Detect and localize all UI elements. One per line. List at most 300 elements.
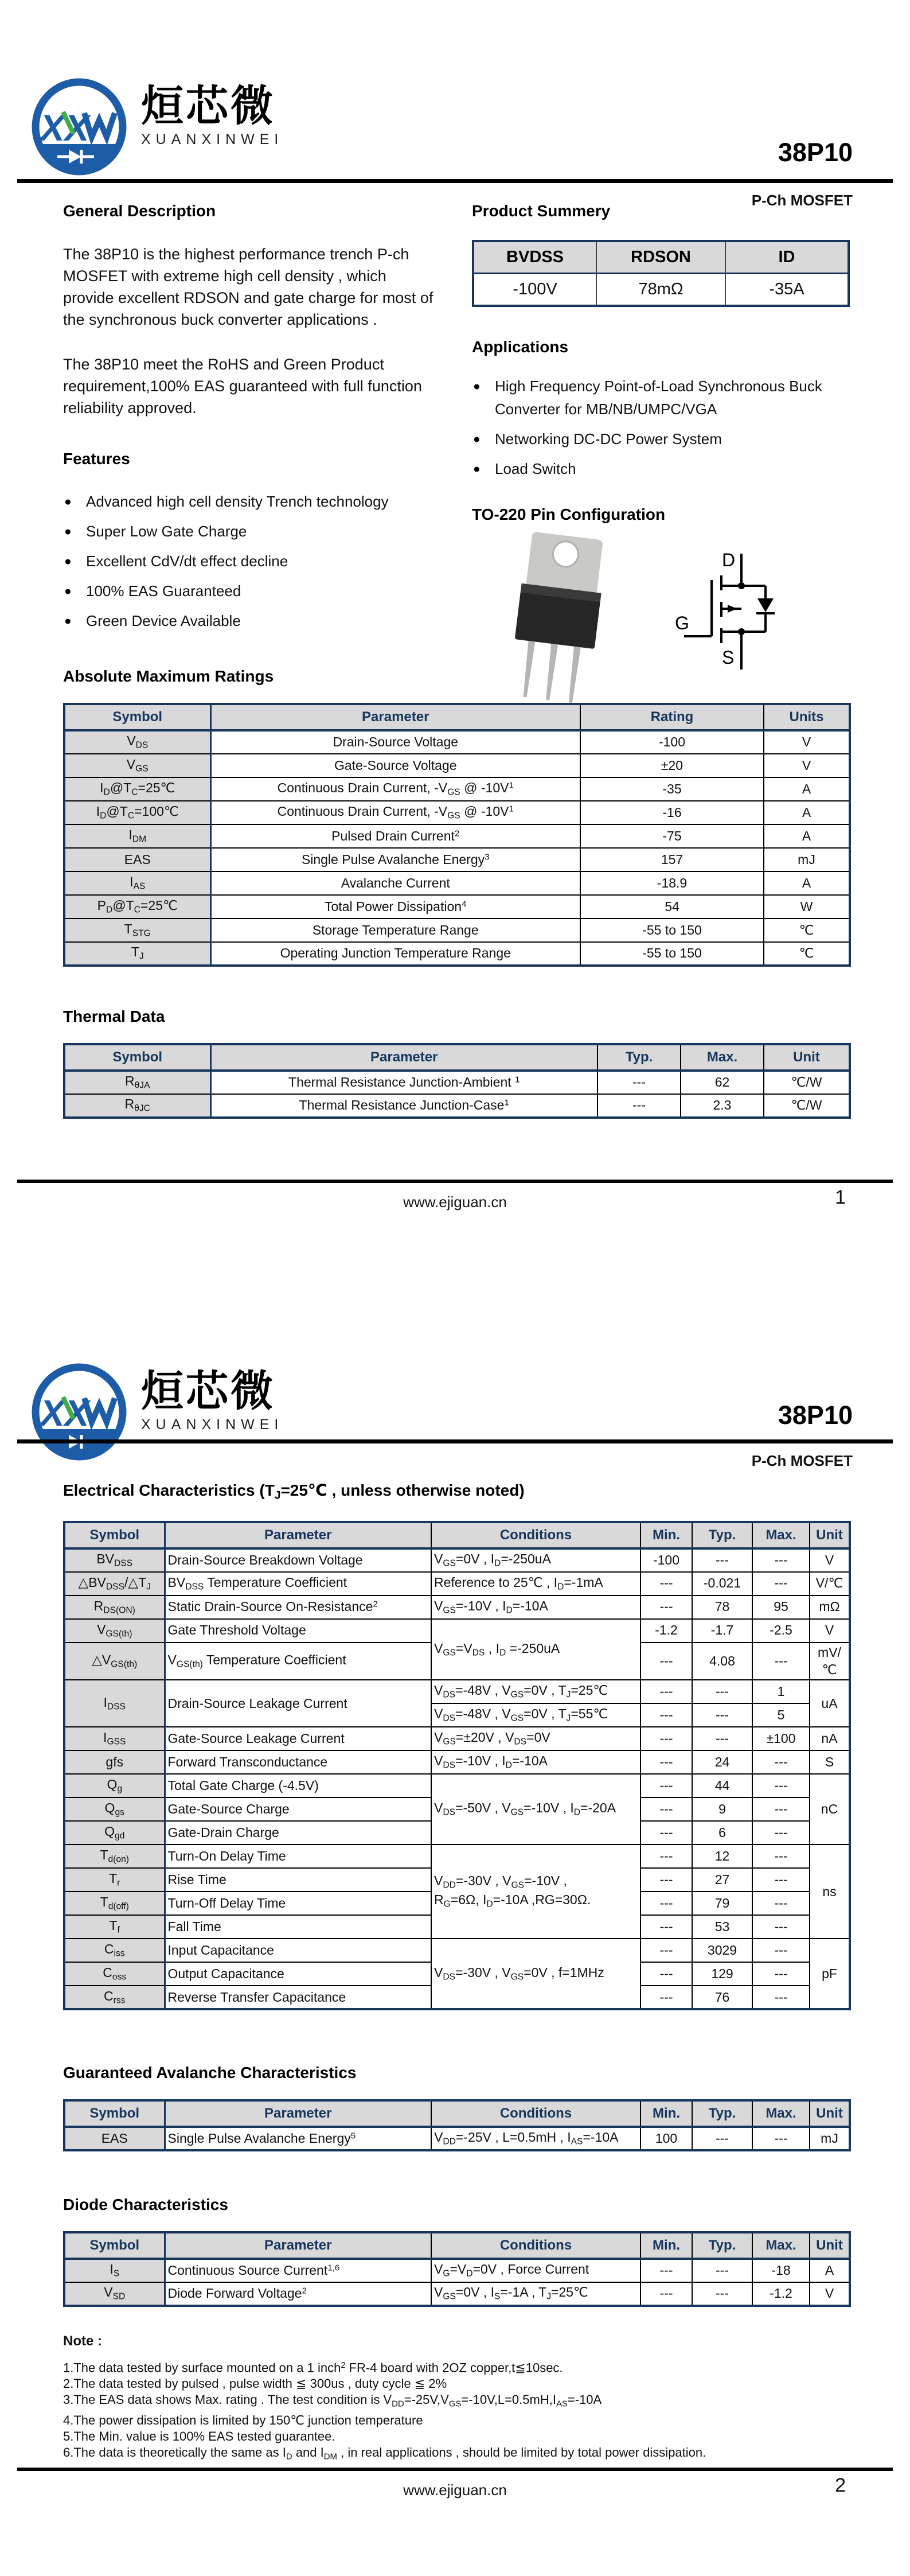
column-header: Conditions <box>431 1522 640 1548</box>
table-row <box>64 1596 850 1619</box>
table-cell: ±20 <box>580 754 764 777</box>
table-cell: A <box>764 871 850 895</box>
general-description-p2: The 38P10 meet the RoHS and Green Product requirement,100% EAS guaranteed with full function reliability approved. <box>63 356 422 417</box>
thermal-data-section <box>63 1007 851 1119</box>
table-cell: --- <box>752 1915 810 1939</box>
table-cell: $V_{GS}=\pm 20V$ , $V_{DS}=0V$ <box>431 1727 640 1750</box>
table-cell: mJ <box>764 848 850 871</box>
brand-logo <box>30 1363 283 1461</box>
table-cell: --- <box>752 1774 810 1797</box>
table-cell: --- <box>752 1750 810 1774</box>
table-cell: Turn-On Delay Time <box>165 1845 431 1868</box>
table-cell: --- <box>640 1939 692 1962</box>
table-cell: $V_{DS}=-48V$ , $V_{GS}=0V$ , $T_J=55℃$ <box>431 1703 640 1727</box>
page-number: 2 <box>835 2474 846 2496</box>
table-cell: --- <box>640 2282 692 2306</box>
table-cell: Operating Junction Temperature Range <box>210 942 580 966</box>
table-cell: nC <box>810 1774 850 1845</box>
table-cell: --- <box>752 1548 810 1572</box>
brand-text <box>141 77 283 148</box>
table-cell: V <box>764 730 850 754</box>
table-cell: Thermal Resistance Junction-Ambient $^1$ <box>210 1071 597 1094</box>
column-header: Symbol <box>64 704 210 730</box>
column-header: Parameter <box>165 1522 431 1548</box>
table-cell: $V_{GS}=0V$ , $I_D=-250uA$ <box>431 1548 640 1572</box>
column-header: Max. <box>752 2232 810 2259</box>
table-row <box>473 273 849 306</box>
table-row <box>64 1572 850 1596</box>
device-type: P-Ch MOSFET <box>751 1452 853 1469</box>
table-row <box>64 1774 850 1797</box>
table-cell: mJ <box>810 2127 850 2150</box>
column-header: Rating <box>580 704 764 730</box>
table-cell: $BV_{DSS}$ <box>64 1548 165 1572</box>
column-header: Units <box>764 704 850 730</box>
footer-website: www.ejiguan.cn <box>403 1193 507 1211</box>
table-cell: nA <box>810 1727 850 1750</box>
applications-title: Applications <box>472 338 569 356</box>
table-cell: Drain-Source Leakage Current <box>165 1680 431 1727</box>
column-header: Typ. <box>692 2100 752 2127</box>
table-header-row <box>64 704 850 730</box>
table-cell: --- <box>640 1797 692 1821</box>
brand-name-cn: 烜芯微 <box>141 82 275 130</box>
table-cell: Rise Time <box>165 1868 431 1892</box>
thermal-data-title: Thermal Data <box>63 1007 165 1025</box>
table-cell: $R_{\theta JC}$ <box>64 1094 210 1118</box>
table-cell: 54 <box>580 895 764 919</box>
table-cell: Thermal Resistance Junction-Case$^1$ <box>210 1094 597 1118</box>
right-column <box>472 202 868 703</box>
table-cell: -55 to 150 <box>580 942 764 966</box>
svg-text:XX: XX <box>40 107 89 149</box>
device-type: P-Ch MOSFET <box>751 192 853 209</box>
table-cell: Fall Time <box>165 1915 431 1939</box>
table-cell: $BV_{DSS}$ Temperature Coefficient <box>165 1572 431 1596</box>
table-cell: ℃ <box>764 919 850 942</box>
table-cell: $I_{DM}$ <box>64 824 210 848</box>
table-cell: -1.7 <box>692 1619 752 1643</box>
table-cell: $I_D@T_C=25℃$ <box>64 777 210 801</box>
svg-text:XX: XX <box>40 1392 89 1434</box>
part-number: 38P10 <box>778 1400 853 1430</box>
pin-label-g: G <box>675 613 689 633</box>
table-cell: A <box>764 801 850 824</box>
table-cell: --- <box>752 1962 810 1986</box>
table-cell: Diode Forward Voltage$^2$ <box>165 2282 431 2306</box>
column-header: ID <box>725 241 849 273</box>
list-item: ● Advanced high cell density Trench technology <box>63 490 440 513</box>
table-row <box>64 1094 850 1118</box>
table-cell: -18 <box>752 2259 810 2282</box>
table-row <box>64 2127 850 2150</box>
table-cell: $Q_{gd}$ <box>64 1821 165 1845</box>
table-cell: -2.5 <box>752 1619 810 1643</box>
table-cell: Total Gate Charge (-4.5V) <box>165 1774 431 1797</box>
mosfet-symbol-image <box>667 546 793 678</box>
table-cell: -0.021 <box>692 1572 752 1596</box>
column-header: Parameter <box>210 704 580 730</box>
column-header: Conditions <box>431 2232 640 2259</box>
brand-logo-icon <box>30 1363 133 1461</box>
table-cell: $I_{GSS}$ <box>64 1727 165 1750</box>
table-cell: --- <box>752 2127 810 2150</box>
table-row <box>64 1750 850 1774</box>
table-row <box>64 942 850 966</box>
list-item: ● Excellent CdV/dt effect decline <box>63 550 440 573</box>
list-item: ● Load Switch <box>472 457 839 480</box>
table-cell: V/℃ <box>810 1572 850 1596</box>
table-cell: 3029 <box>692 1939 752 1962</box>
diode-characteristics-title: Diode Characteristics <box>63 2196 228 2213</box>
table-cell: Single Pulse Avalanche Energy$^3$ <box>210 848 580 871</box>
table-cell: Output Capacitance <box>165 1962 431 1986</box>
pin-label-d: D <box>722 550 736 570</box>
electrical-characteristics-title: Electrical Characteristics ($T_J=25℃$ , unless otherwise noted) <box>63 1481 525 1502</box>
table-cell: EAS <box>64 848 210 871</box>
table-cell: uA <box>810 1680 850 1727</box>
table-cell: 27 <box>692 1868 752 1892</box>
notes-list <box>63 2357 854 2465</box>
table-cell: 4.08 <box>692 1643 752 1680</box>
brand-logo <box>30 77 283 176</box>
table-row <box>64 1071 850 1094</box>
table-cell: $V_{GS}$ <box>64 754 210 777</box>
column-header: Typ. <box>692 1522 752 1548</box>
table-row <box>64 871 850 895</box>
electrical-characteristics-table <box>63 1521 851 2011</box>
table-cell: $V_{DS}=-10V$ , $I_D=-10A$ <box>431 1750 640 1774</box>
table-cell: 44 <box>692 1774 752 1797</box>
table-cell: ℃/W <box>764 1094 850 1118</box>
table-cell: --- <box>752 1939 810 1962</box>
note-item: 5.The Min. value is 100% EAS tested guarantee. <box>63 2429 335 2443</box>
table-cell: $I_{DSS}$ <box>64 1680 165 1727</box>
table-cell: --- <box>692 1680 752 1703</box>
table-header-row <box>473 241 849 273</box>
table-cell: 1 <box>752 1680 810 1703</box>
table-cell: --- <box>752 1821 810 1845</box>
table-cell: 24 <box>692 1750 752 1774</box>
table-cell: 78mΩ <box>596 273 725 306</box>
column-header: Min. <box>640 2100 692 2127</box>
column-header: Parameter <box>210 1044 597 1071</box>
table-cell: ±100 <box>752 1727 810 1750</box>
table-cell: $V_{GS}=-10V$ , $I_D=-10A$ <box>431 1596 640 1619</box>
table-row <box>64 754 850 777</box>
table-cell: 2.3 <box>681 1094 764 1118</box>
table-cell: V <box>810 1619 850 1643</box>
table-row <box>64 2282 850 2306</box>
header-rule <box>17 179 893 183</box>
table-cell: Reference to 25℃ , $I_D=-1mA$ <box>431 1572 640 1596</box>
table-cell: --- <box>692 1727 752 1750</box>
table-cell: $V_{GS(th)}$ Temperature Coefficient <box>165 1643 431 1680</box>
table-row <box>64 824 850 848</box>
list-item: ● High Frequency Point-of-Load Synchronous Buck Converter for MB/NB/UMPC/VGA <box>472 375 839 421</box>
table-cell: --- <box>597 1094 681 1118</box>
table-cell: $T_{STG}$ <box>64 919 210 942</box>
column-header: Unit <box>810 1522 850 1548</box>
table-cell: 78 <box>692 1596 752 1619</box>
table-cell: Input Capacitance <box>165 1939 431 1962</box>
column-header: Min. <box>640 2232 692 2259</box>
table-cell: --- <box>597 1071 681 1094</box>
table-cell: -35 <box>580 777 764 801</box>
note-item: 1.The data tested by surface mounted on a 1 inch$^2$ FR-4 board with 2OZ copper,t≦10sec. <box>63 2360 563 2375</box>
table-cell: --- <box>692 1548 752 1572</box>
table-cell: $I_S$ <box>64 2259 165 2282</box>
brand-name-en: XUANXINWEI <box>141 1416 284 1433</box>
column-header: Max. <box>752 2100 810 2127</box>
table-cell: -16 <box>580 801 764 824</box>
table-cell: -100V <box>473 273 596 306</box>
part-number: 38P10 <box>778 138 853 167</box>
table-cell: 95 <box>752 1596 810 1619</box>
column-header: Unit <box>810 2100 850 2127</box>
table-cell: 62 <box>681 1071 764 1094</box>
table-cell: $V_G=V_D=0V$ , Force Current <box>431 2259 640 2282</box>
table-cell: --- <box>640 1643 692 1680</box>
table-cell: $Q_g$ <box>64 1774 165 1797</box>
table-cell: --- <box>640 1572 692 1596</box>
absolute-maximum-ratings-table <box>63 703 851 967</box>
table-header-row <box>64 1044 850 1071</box>
table-cell: --- <box>640 1821 692 1845</box>
table-cell: Continuous Drain Current, $-V_{GS}$ @ $-10V^1$ <box>210 801 580 824</box>
table-cell: mV/℃ <box>810 1643 850 1680</box>
table-cell: --- <box>640 1915 692 1939</box>
absolute-maximum-ratings-title: Absolute Maximum Ratings <box>63 667 274 685</box>
table-cell: --- <box>692 2259 752 2282</box>
table-cell: --- <box>640 1596 692 1619</box>
table-cell: $V_{DD}=-30V$ , $V_{GS}=-10V$ , $R_G=6\Omega$, $I_D=-10A$ ,RG=30Ω. <box>431 1845 640 1939</box>
column-header: Symbol <box>64 1044 210 1071</box>
table-cell: 157 <box>580 848 764 871</box>
table-cell: Continuous Drain Current, $-V_{GS}$ @ $-10V^1$ <box>210 777 580 801</box>
table-cell: $I_D@T_C=100℃$ <box>64 801 210 824</box>
product-summary-title: Product Summery <box>472 202 611 220</box>
table-cell: --- <box>692 2282 752 2306</box>
table-cell: 129 <box>692 1962 752 1986</box>
brand-name-cn: 烜芯微 <box>141 1367 275 1415</box>
table-cell: --- <box>752 1986 810 2009</box>
table-cell: Continuous Source Current$^{1,6}$ <box>165 2259 431 2282</box>
table-cell: Gate-Source Charge <box>165 1797 431 1821</box>
table-cell: pF <box>810 1939 850 2009</box>
table-cell: --- <box>640 1750 692 1774</box>
table-cell: --- <box>640 1845 692 1868</box>
table-cell: --- <box>692 1703 752 1727</box>
table-cell: V <box>810 1548 850 1572</box>
column-header: Unit <box>810 2232 850 2259</box>
footer-website: www.ejiguan.cn <box>403 2481 507 2499</box>
table-cell: ns <box>810 1845 850 1939</box>
avalanche-characteristics-table <box>63 2099 851 2151</box>
column-header: Max. <box>681 1044 764 1071</box>
table-cell: Reverse Transfer Capacitance <box>165 1986 431 2009</box>
table-cell: Gate Threshold Voltage <box>165 1619 431 1643</box>
table-cell: Turn-Off Delay Time <box>165 1892 431 1915</box>
table-row <box>64 895 850 919</box>
table-cell: --- <box>640 1703 692 1727</box>
table-header-row <box>64 2100 850 2127</box>
table-cell: $\triangle V_{GS(th)}$ <box>64 1643 165 1680</box>
table-row <box>64 777 850 801</box>
table-header-row <box>64 2232 850 2259</box>
table-row <box>64 919 850 942</box>
table-cell: A <box>764 777 850 801</box>
column-header: BVDSS <box>473 241 596 273</box>
header-rule <box>17 1439 893 1443</box>
table-cell: EAS <box>64 2127 165 2150</box>
table-cell: $V_{SD}$ <box>64 2282 165 2306</box>
table-cell: Drain-Source Voltage <box>210 730 580 754</box>
table-cell: $T_{d(on)}$ <box>64 1845 165 1868</box>
page-number: 1 <box>835 1186 846 1208</box>
table-cell: --- <box>640 1727 692 1750</box>
list-item: ● Green Device Available <box>63 609 440 632</box>
features-title: Features <box>63 450 130 468</box>
table-cell: --- <box>640 1868 692 1892</box>
table-cell: --- <box>752 1868 810 1892</box>
table-cell: $V_{DS}=-30V$ , $V_{GS}=0V$ , f=1MHz <box>431 1939 640 2009</box>
table-cell: Single Pulse Avalanche Energy$^5$ <box>165 2127 431 2150</box>
table-cell: $\triangle BV_{DSS}/\triangle T_J$ <box>64 1572 165 1596</box>
table-cell: V <box>764 754 850 777</box>
table-cell: $C_{iss}$ <box>64 1939 165 1962</box>
table-row <box>64 1727 850 1750</box>
table-cell: W <box>764 895 850 919</box>
brand-logo-icon <box>30 77 133 176</box>
table-cell: Total Power Dissipation$^4$ <box>210 895 580 919</box>
table-cell: $T_{d(off)}$ <box>64 1892 165 1915</box>
table-cell: $T_f$ <box>64 1915 165 1939</box>
list-item: ● Super Low Gate Charge <box>63 520 440 543</box>
features-list <box>63 490 440 632</box>
table-cell: --- <box>640 1986 692 2009</box>
table-header-row <box>64 1522 850 1548</box>
table-cell: --- <box>640 1962 692 1986</box>
table-cell: $V_{DS}=-50V$ , $V_{GS}=-10V$ , $I_D=-20A$ <box>431 1774 640 1845</box>
table-cell: $P_D@T_C=25℃$ <box>64 895 210 919</box>
applications-list <box>472 375 839 480</box>
table-row <box>64 2259 850 2282</box>
table-row <box>64 1845 850 1868</box>
table-cell: $V_{DS}$ <box>64 730 210 754</box>
table-cell: $V_{GS}=V_{DS}$ , $I_D =-250uA$ <box>431 1619 640 1680</box>
table-cell: Drain-Source Breakdown Voltage <box>165 1548 431 1572</box>
column-header: Parameter <box>165 2100 431 2127</box>
column-header: Conditions <box>431 2100 640 2127</box>
table-cell: --- <box>692 2127 752 2150</box>
table-cell: Gate-Source Voltage <box>210 754 580 777</box>
table-cell: $C_{oss}$ <box>64 1962 165 1986</box>
table-cell: gfs <box>64 1750 165 1774</box>
table-cell: --- <box>640 1892 692 1915</box>
table-cell: 79 <box>692 1892 752 1915</box>
table-cell: mΩ <box>810 1596 850 1619</box>
table-cell: --- <box>752 1643 810 1680</box>
table-cell: $V_{GS}=0V$ , $I_S=-1A$ , $T_J=25℃$ <box>431 2282 640 2306</box>
electrical-characteristics-section <box>63 1481 851 2010</box>
table-cell: -1.2 <box>640 1619 692 1643</box>
table-cell: $V_{DS}=-48V$ , $V_{GS}=0V$ , $T_J=25℃$ <box>431 1680 640 1703</box>
table-cell: 5 <box>752 1703 810 1727</box>
column-header: Min. <box>640 1522 692 1548</box>
note-item: 6.The data is theoretically the same as $I_D$ and $I_{DM}$ , in real applications , should be limited by total power dissipation. <box>63 2445 706 2462</box>
table-cell: $Q_{gs}$ <box>64 1797 165 1821</box>
brand-text <box>141 1363 283 1433</box>
general-description-title: General Description <box>63 202 216 220</box>
avalanche-characteristics-title: Guaranteed Avalanche Characteristics <box>63 2064 357 2081</box>
table-cell: 9 <box>692 1797 752 1821</box>
table-cell: -1.2 <box>752 2282 810 2306</box>
table-cell: 53 <box>692 1915 752 1939</box>
table-cell: Gate-Drain Charge <box>165 1821 431 1845</box>
column-header: Parameter <box>165 2232 431 2259</box>
table-row <box>64 848 850 871</box>
table-cell: 6 <box>692 1821 752 1845</box>
table-cell: ℃ <box>764 942 850 966</box>
left-column <box>63 202 440 639</box>
table-cell: Static Drain-Source On-Resistance$^2$ <box>165 1596 431 1619</box>
absolute-maximum-ratings-section <box>63 667 851 967</box>
table-cell: --- <box>752 1572 810 1596</box>
footer-rule <box>17 2468 893 2471</box>
table-cell: $R_{\theta JA}$ <box>64 1071 210 1094</box>
table-cell: --- <box>640 1680 692 1703</box>
product-summary-table <box>472 240 850 307</box>
table-cell: ℃/W <box>764 1071 850 1094</box>
table-cell: $R_{DS(ON)}$ <box>64 1596 165 1619</box>
thermal-data-table <box>63 1043 851 1119</box>
table-row <box>64 1939 850 1962</box>
pin-label-s: S <box>722 647 735 668</box>
table-cell: -100 <box>580 730 764 754</box>
table-cell: -55 to 150 <box>580 919 764 942</box>
table-cell: A <box>764 824 850 848</box>
brand-name-en: XUANXINWEI <box>141 131 284 147</box>
column-header: Symbol <box>64 2232 165 2259</box>
table-cell: -75 <box>580 824 764 848</box>
column-header: RDSON <box>596 241 725 273</box>
notes-section <box>63 2333 854 2465</box>
table-cell: 12 <box>692 1845 752 1868</box>
note-item: 2.The data tested by pulsed , pulse width ≦ 300us , duty cycle ≦ 2% <box>63 2376 447 2391</box>
table-cell: 100 <box>640 2127 692 2150</box>
list-item: ● 100% EAS Guaranteed <box>63 579 440 602</box>
table-cell: $C_{rss}$ <box>64 1986 165 2009</box>
table-row <box>64 730 850 754</box>
table-cell: A <box>810 2259 850 2282</box>
diode-characteristics-section <box>63 2196 851 2307</box>
page-2 <box>0 1288 910 2576</box>
notes-title: Note : <box>63 2333 102 2349</box>
table-cell: --- <box>752 1892 810 1915</box>
table-row <box>64 1680 850 1703</box>
table-cell: --- <box>640 2259 692 2282</box>
table-cell: Avalanche Current <box>210 871 580 895</box>
table-cell: $V_{DD}=-25V$ , L=0.5mH , $I_{AS}=-10A$ <box>431 2127 640 2150</box>
list-item: ● Networking DC-DC Power System <box>472 427 839 450</box>
table-cell: --- <box>640 1774 692 1797</box>
applications-section <box>472 338 868 480</box>
table-cell: $T_r$ <box>64 1868 165 1892</box>
column-header: Max. <box>752 1522 810 1548</box>
table-row <box>64 1619 850 1643</box>
table-cell: $T_J$ <box>64 942 210 966</box>
